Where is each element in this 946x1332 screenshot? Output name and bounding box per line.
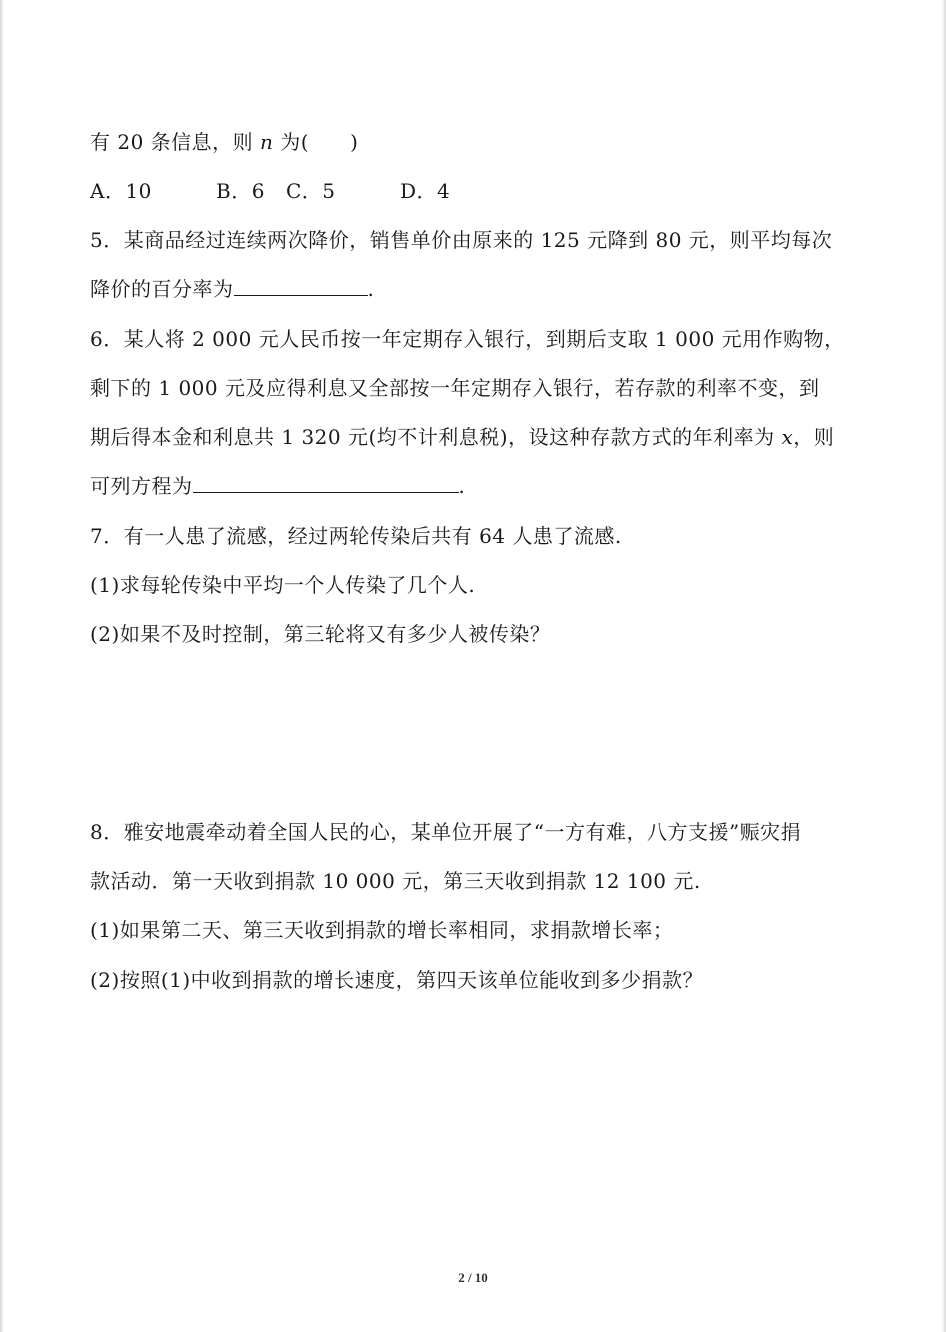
q8-line-2: 款活动．第一天收到捐款 10 000 元，第三天收到捐款 12 100 元. [90, 869, 701, 893]
q5-prompt: 降价的百分率为 [90, 277, 234, 301]
q4-option-a: A．10 [90, 179, 152, 203]
q4-option-b: B．6 [216, 179, 265, 203]
q4-text-post: 为( ) [273, 130, 359, 154]
q8-line-1: 8．雅安地震牵动着全国人民的心，某单位开展了“一方有难，八方支援”赈灾捐 [90, 820, 802, 844]
page-number: 2 / 10 [458, 1270, 488, 1285]
q5-line-1: 5．某商品经过连续两次降价，销售单价由原来的 125 元降到 80 元，则平均每次 [90, 228, 833, 252]
q4-options [90, 179, 450, 203]
q6-line-3 [90, 425, 834, 449]
q4-continuation [90, 130, 358, 154]
q6-line-4 [90, 474, 465, 498]
page-edge-right [942, 0, 946, 1332]
q6-answer-blank[interactable] [193, 474, 459, 493]
q6-line-3-post: ，则 [793, 425, 835, 449]
q5-answer-blank[interactable] [234, 277, 368, 296]
q7-line-1: 7．有一人患了流感，经过两轮传染后共有 64 人患了流感. [90, 524, 622, 548]
q4-variable-n: n [260, 130, 274, 154]
q6-line-2: 剩下的 1 000 元及应得利息又全部按一年定期存入银行，若存款的利率不变，到 [90, 376, 820, 400]
q4-text-pre: 有 20 条信息，则 [90, 130, 261, 154]
q5-line-2 [90, 277, 374, 301]
q4-option-c: C．5 [286, 179, 336, 203]
q7-sub-1: (1)求每轮传染中平均一个人传染了几个人. [90, 573, 476, 597]
q7-sub-2: (2)如果不及时控制，第三轮将又有多少人被传染？ [90, 622, 551, 646]
q5-period: . [367, 277, 375, 301]
q6-period: . [458, 474, 466, 498]
q6-line-1: 6．某人将 2 000 元人民币按一年定期存入银行，到期后支取 1 000 元用作购物， [90, 327, 845, 351]
page-edge-left [0, 0, 4, 1332]
q8-sub-2: (2)按照(1)中收到捐款的增长速度，第四天该单位能收到多少捐款？ [90, 968, 704, 992]
q8-sub-1: (1)如果第二天、第三天收到捐款的增长率相同，求捐款增长率； [90, 918, 674, 942]
q6-variable-x: x [781, 425, 794, 449]
q4-option-d: D．4 [400, 179, 451, 203]
q6-prompt: 可列方程为 [90, 474, 193, 498]
q6-line-3-pre: 期后得本金和利息共 1 320 元(均不计利息税)，设这种存款方式的年利率为 [90, 425, 782, 449]
